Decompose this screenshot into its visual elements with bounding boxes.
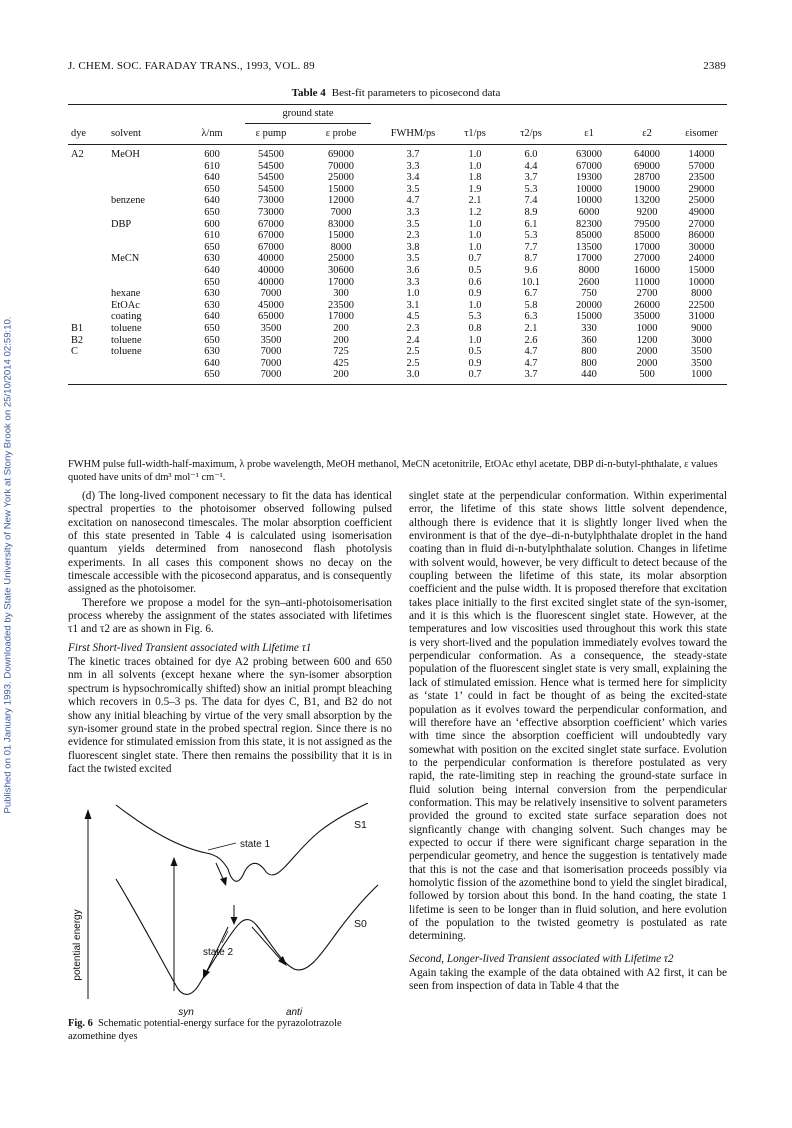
table-cell [68, 358, 108, 370]
table-cell: 27000 [688, 218, 715, 230]
table-cell: 3.6 [406, 264, 420, 276]
table-row [68, 346, 727, 358]
table-row [68, 288, 727, 300]
table-cell: 85000 [576, 230, 602, 242]
table-cell [68, 369, 108, 384]
table-cell: 12000 [328, 195, 354, 207]
table-cell: 4.4 [524, 160, 538, 172]
anti-label: anti [285, 1007, 303, 1018]
table-cell: 86000 [688, 230, 715, 242]
table-cell: 6.7 [524, 288, 538, 300]
table-cell: 3.4 [406, 172, 420, 184]
left-column [68, 490, 392, 776]
table-cell: 17000 [634, 241, 660, 253]
table-cell: 1.0 [468, 230, 482, 242]
table-cell: 79500 [634, 218, 660, 230]
table-cell: B2 [71, 334, 84, 346]
state2-label: state 2 [202, 947, 234, 958]
potential-energy-diagram [68, 803, 392, 1018]
table-cell: 3.5 [406, 218, 420, 230]
table-cell: 64000 [634, 149, 660, 160]
table-cell: 4.7 [406, 195, 420, 207]
col-header-eps1: ε1 [584, 128, 594, 139]
table-cell: toluene [111, 322, 142, 334]
table-cell: 25000 [328, 253, 354, 265]
table-cell: 65000 [258, 311, 284, 323]
table-cell: 1.9 [468, 183, 482, 195]
table-cell: 2700 [636, 288, 658, 300]
table-cell: 440 [560, 369, 618, 384]
table-cell: 2.1 [524, 322, 538, 334]
table-cell: 24000 [688, 253, 715, 265]
table-cell [108, 358, 186, 370]
table-row [68, 369, 727, 384]
table-cell: 1.8 [468, 172, 482, 184]
table-cell: 30600 [328, 264, 354, 276]
y-axis-arrowhead [85, 809, 92, 819]
table-cell: 425 [333, 357, 349, 369]
table-cell: 7000 [260, 288, 282, 300]
table-cell: 630 [204, 253, 220, 265]
table-cell: 40000 [258, 276, 284, 288]
table-cell: 82300 [576, 218, 602, 230]
table-row [68, 242, 727, 254]
table-cell: 3.7 [524, 172, 538, 184]
section-heading: Second, Longer-lived Transient associated with Lifetime τ2 [409, 952, 674, 965]
table-row [68, 277, 727, 289]
table-cell: C [71, 346, 78, 358]
table-cell: 67000 [258, 230, 284, 242]
col-header-eps2: ε2 [642, 128, 652, 139]
paragraph: singlet state at the perpendicular conformation. Within experimental error, the lifetime of this state shows little solvent dependence, although there is evidence that it is slightly longer lived when the environment is that of the dye–di-n-butylphthalate droplet in the hand coating than in fluid di-n-butylphthalate solution. Changes in lifetime with solvent would, however, be very difficult to detect because of the coupling between the lifetime of this state, its molar absorption coefficient and the pulse width. It is proposed therefore that excitation takes place initially to the first excited singlet state of the syn-isomer, and it is this which is the fluorescent singlet state. However, at the temperatures and low viscosities used throughout this work this state is very short-lived and the population immediately evolves toward the perpendicular conformation. As a consequence, the steady-state population of the fluorescent singlet state is very small, explaining the lack of stimulated emission. Hence what is termed here for simplicity as ‘state 1’ could in fact be thought of as being the excited-state population as it evolves toward the perpendicular conformation, and will therefore have an ‘effective absorption coefficient’ which varies with time since the absorption coefficient will undoubtedly vary somewhat with position on the excited singlet state surface. Evolution to the perpendicular conformation is therefore postulated as very rapid, the rate-limiting step in reaching the ground-state surface in fluid solution being internal conversion from the perpendicular conformation. This may be relatively insensitive to solvent parameters provided the ground to excited state surface separation does not signficantly change with changing solvent. Such changes may be expected to occur if there were significant charge separation in the perpendicular geometry, and hence the suggestion is tentatively made that this is not the case and that isomerisation proceeds possibly via homolytic fission of the azomethine bond to yield the singlet biradical, followed by torsion about this bond. In the hand coating, the state 1 lifetime is seen to be longer than in fluid solution, and here evolution of the population to the twisted geometry is postulated as rate determining. [409, 490, 727, 943]
table-cell: EtOAc [111, 299, 140, 311]
table-cell: 23500 [328, 299, 354, 311]
figure-label: Fig. 6 [68, 1018, 93, 1029]
table-cell: B1 [71, 322, 84, 334]
table-cell: 8.7 [524, 253, 538, 265]
table-cell: 2.6 [524, 334, 538, 346]
col-header-fwhm: FWHM/ps [390, 128, 436, 139]
table-cell: 17000 [328, 311, 354, 323]
col-header-solvent: solvent [111, 128, 142, 139]
table-cell: 15000 [688, 264, 715, 276]
table-cell: 54500 [258, 183, 284, 195]
table-cell: 0.7 [448, 369, 502, 384]
table-cell: 3500 [260, 322, 282, 334]
y-axis-label: potential energy [72, 909, 83, 981]
table-cell: 2.5 [406, 346, 420, 358]
excitation-arrowhead [171, 857, 178, 866]
table-cell: toluene [111, 334, 142, 346]
table-row [68, 300, 727, 312]
table-cell: 15000 [328, 230, 354, 242]
table-cell [68, 265, 108, 277]
s0-curve [116, 879, 378, 994]
table-cell: 640 [204, 311, 220, 323]
table-cell: 15000 [328, 183, 354, 195]
table-cell: 0.9 [468, 357, 482, 369]
table-cell: 10000 [576, 195, 602, 207]
table-cell: 54500 [258, 160, 284, 172]
table-cell: 1.0 [468, 334, 482, 346]
table-cell: 650 [204, 183, 220, 195]
table-cell: 85000 [634, 230, 660, 242]
table-row [68, 172, 727, 184]
s1-label: S1 [354, 819, 367, 831]
table-cell: 35000 [634, 311, 660, 323]
table-cell: 57000 [688, 160, 715, 172]
table-cell: 3500 [691, 346, 712, 358]
table-cell: 69000 [634, 160, 660, 172]
table-cell: 13500 [576, 241, 602, 253]
table-cell: 27000 [634, 253, 660, 265]
table-cell: 630 [204, 299, 220, 311]
table-cell: 83000 [328, 218, 354, 230]
table-cell: 5.3 [524, 183, 538, 195]
col-header-eps-pump: ε pump [255, 128, 287, 139]
table-cell [68, 242, 108, 254]
table-cell: 7.7 [524, 241, 538, 253]
table-cell: 17000 [576, 253, 602, 265]
table-cell: 11000 [634, 276, 660, 288]
table-cell: 2.5 [406, 357, 420, 369]
table-cell: 4.7 [524, 357, 538, 369]
table-cell: 2.3 [406, 322, 420, 334]
table-cell: 3.5 [406, 183, 420, 195]
table-row [68, 195, 727, 207]
table-cell: 40000 [258, 253, 284, 265]
table-cell: 10000 [688, 276, 715, 288]
running-header [68, 60, 726, 72]
table-cell [108, 230, 186, 242]
table-cell: 1.0 [468, 160, 482, 172]
right-column [409, 490, 727, 994]
table-cell [108, 265, 186, 277]
figure-caption [68, 1018, 392, 1043]
table-header-row [68, 124, 727, 145]
table-cell: 54500 [258, 149, 284, 160]
table-row [68, 265, 727, 277]
table-cell: 19300 [576, 172, 602, 184]
table-cell: DBP [111, 218, 132, 230]
table-cell: 610 [204, 230, 220, 242]
table-cell: 330 [581, 322, 597, 334]
table-row [68, 358, 727, 370]
table-cell: 1.0 [468, 299, 482, 311]
table-cell: 14000 [688, 149, 715, 160]
table-cell: 650 [204, 322, 220, 334]
table-cell [68, 277, 108, 289]
decay-arrowhead [231, 917, 238, 925]
to-anti-arrow [252, 927, 282, 961]
table-cell: 8000 [330, 241, 352, 253]
table-cell: 9200 [636, 206, 658, 218]
table-cell [68, 230, 108, 242]
col-header-dye: dye [71, 128, 87, 139]
table-row [68, 311, 727, 323]
table-cell: 3500 [691, 357, 712, 369]
table-cell: 29000 [688, 183, 715, 195]
table-cell: 6.1 [524, 218, 538, 230]
table-cell: 800 [581, 346, 597, 358]
table-cell: 640 [204, 264, 220, 276]
table-cell: 2.3 [406, 230, 420, 242]
table-cell: 300 [333, 288, 349, 300]
table-cell [68, 172, 108, 184]
table-cell: 6.3 [524, 311, 538, 323]
relaxation-arrowhead [220, 877, 227, 886]
table-cell: 70000 [328, 160, 354, 172]
table-cell: 5.3 [524, 230, 538, 242]
table-cell: 0.5 [468, 346, 482, 358]
download-watermark [1, 180, 15, 950]
table-cell: 9000 [691, 322, 712, 334]
table-cell: 3.7 [502, 369, 560, 384]
table-cell: 20000 [576, 299, 602, 311]
table-cell: 630 [204, 288, 220, 300]
table-cell [68, 195, 108, 207]
table-cell: 3.5 [406, 253, 420, 265]
table-cell: 500 [618, 369, 676, 384]
table-caption-text: Best-fit parameters to picosecond data [331, 87, 501, 99]
state1-pointer [208, 843, 236, 850]
table-cell: 0.9 [468, 288, 482, 300]
table-cell: 650 [204, 206, 220, 218]
table-cell: 1200 [636, 334, 658, 346]
table-cell: 3.3 [406, 276, 420, 288]
table-cell: 40000 [258, 264, 284, 276]
table-cell: 2000 [636, 357, 658, 369]
table-cell: 10000 [576, 183, 602, 195]
figure-caption-text: Schematic potential-energy surface for the pyrazolotrazole azomethine dyes [68, 1018, 342, 1042]
table-cell: 3.0 [378, 369, 448, 384]
table-cell: 7000 [330, 206, 352, 218]
table-cell: 5.8 [524, 299, 538, 311]
table-cell: 67000 [258, 218, 284, 230]
table-row [68, 145, 727, 161]
table-cell: 7000 [260, 346, 282, 358]
table-cell: 22500 [688, 299, 715, 311]
table-cell: 7.4 [524, 195, 538, 207]
col-header-eps-probe: ε probe [325, 128, 357, 139]
s0-label: S0 [354, 918, 367, 930]
table-cell: 1.0 [468, 241, 482, 253]
table-cell: toluene [111, 346, 142, 358]
table-cell: 1.0 [468, 149, 482, 160]
table-cell: coating [111, 311, 142, 323]
table-cell [68, 311, 108, 323]
table-cell: 15000 [576, 311, 602, 323]
section-heading: First Short-lived Transient associated with Lifetime τ1 [68, 641, 312, 654]
table-cell: 26000 [634, 299, 660, 311]
table-cell: 640 [204, 172, 220, 184]
table-cell: A2 [71, 149, 84, 160]
table-cell: 2.4 [406, 334, 420, 346]
table-caption [0, 87, 792, 99]
table-cell: 600 [204, 218, 220, 230]
table-cell: 3.3 [406, 160, 420, 172]
table-cell: 650 [204, 241, 220, 253]
table-cell [68, 300, 108, 312]
paragraph: Again taking the example of the data obtained with A2 first, it can be seen from inspection of data in Table 4 that the [409, 967, 727, 993]
table-cell: 640 [204, 195, 220, 207]
table-cell [108, 369, 186, 384]
syn-label: syn [178, 1007, 194, 1018]
table-cell: 2600 [578, 276, 600, 288]
table-cell [108, 277, 186, 289]
table-cell: 200 [333, 334, 349, 346]
table-cell: 19000 [634, 183, 660, 195]
table-cell: 1.0 [406, 288, 420, 300]
table-cell: 630 [204, 346, 220, 358]
table-cell: 4.7 [524, 346, 538, 358]
results-table [68, 104, 727, 385]
table-cell [68, 161, 108, 173]
table-row [68, 184, 727, 196]
table-cell: 10.1 [521, 276, 541, 288]
table-cell: 45000 [258, 299, 284, 311]
ground-state-group-header: ground state [245, 105, 371, 124]
table-cell [108, 207, 186, 219]
table-cell: 640 [204, 357, 220, 369]
table-cell: 3.7 [406, 149, 420, 160]
table-cell: 63000 [576, 149, 602, 160]
table-cell: 8.9 [524, 206, 538, 218]
table-cell: 49000 [688, 206, 715, 218]
table-cell: 5.3 [468, 311, 482, 323]
table-cell: 7000 [260, 357, 282, 369]
table-cell: 67000 [258, 241, 284, 253]
table-cell: 650 [204, 334, 220, 346]
table-cell: 1000 [636, 322, 658, 334]
table-cell [108, 242, 186, 254]
table-cell: 200 [333, 322, 349, 334]
col-header-wavelength: λ/nm [201, 128, 223, 139]
page-number: 2389 [703, 60, 726, 72]
table-cell: 0.6 [468, 276, 482, 288]
table-cell: 3.8 [406, 241, 420, 253]
table-cell: 3.1 [406, 299, 420, 311]
table-cell: 25000 [328, 172, 354, 184]
table-cell: 610 [204, 160, 220, 172]
table-row [68, 207, 727, 219]
table-cell: 7000 [238, 369, 304, 384]
col-header-tau1: τ1/ps [464, 128, 486, 139]
table-cell: 2000 [636, 346, 658, 358]
table-cell: 0.7 [468, 253, 482, 265]
table-cell: 360 [581, 334, 597, 346]
table-cell [108, 172, 186, 184]
table-cell: 67000 [576, 160, 602, 172]
table-cell: 600 [204, 149, 220, 160]
state1-label: state 1 [240, 839, 271, 850]
table-cell: 54500 [258, 172, 284, 184]
table-cell: 3.3 [406, 206, 420, 218]
table-cell: 8000 [691, 288, 712, 300]
table-cell: 1.0 [468, 218, 482, 230]
table-cell: 17000 [328, 276, 354, 288]
table-cell: 9.6 [524, 264, 538, 276]
table-cell: 23500 [688, 172, 715, 184]
table-row [68, 253, 727, 265]
table-footnote: FWHM pulse full-width-half-maximum, λ probe wavelength, MeOH methanol, MeCN acetonitrile, EtOAc ethyl acetate, DBP di-n-butyl-phthalate, ε values quoted have units of dm³ mol⁻¹ cm⁻¹. [68, 459, 718, 483]
table-cell: 650 [204, 276, 220, 288]
table-cell: 25000 [688, 195, 715, 207]
table-cell: 69000 [328, 149, 354, 160]
table-cell: hexane [111, 288, 141, 300]
table-cell: 725 [333, 346, 349, 358]
table-row [68, 219, 727, 231]
table-cell: 3000 [691, 334, 712, 346]
table-cell: 3500 [260, 334, 282, 346]
table-cell: 200 [304, 369, 378, 384]
table-cell [108, 161, 186, 173]
table-cell: 2.1 [468, 195, 482, 207]
table-cell: 650 [186, 369, 238, 384]
table-cell: 6.0 [524, 149, 538, 160]
table-cell: 28700 [634, 172, 660, 184]
table-cell [68, 219, 108, 231]
paragraph: (d) The long-lived component necessary to fit the data has identical spectral properties to the photoisomer observed following pulsed excitation on nanosecond timescales. The molar absorption coefficient of this state presented in Table 4 is calculated using isomerisation quantum yields determined from nanosecond flash photolysis experiments. In all cases this component shows no decay on the timescale accessible with the picosecond apparatus, and is consequently assigned as the photoisomer. [68, 490, 392, 596]
table-cell [108, 184, 186, 196]
table-cell: 30000 [688, 241, 715, 253]
table-row [68, 335, 727, 347]
paragraph: The kinetic traces obtained for dye A2 probing between 600 and 650 nm in all solvents (except hexane where the syn-isomer absorption spectrum is hypsochromically shifted) show an initial prompt bleaching which recovers in 0.5–3 ps. The data for dyes C, B1, and B2 do not show any initial bleaching by virtue of the very small absorption by the syn-isomer ground state in the probed spectral region. Since there is no evidence for stimulated emission from this state, it is not assigned as the fluorescent singlet state. There then remains the possibility that it is in fact the twisted excited [68, 656, 392, 775]
table-cell: 31000 [688, 311, 715, 323]
table-cell: 0.5 [468, 264, 482, 276]
table-cell: 750 [581, 288, 597, 300]
table-cell: 0.8 [468, 322, 482, 334]
table-cell: 1000 [676, 369, 727, 384]
col-header-tau2: τ2/ps [520, 128, 542, 139]
table-row [68, 323, 727, 335]
table-cell: 13200 [634, 195, 660, 207]
table-cell: benzene [111, 195, 146, 207]
table-cell [68, 207, 108, 219]
table-cell [68, 253, 108, 265]
download-watermark-text: Published on 01 January 1993. Downloaded by State University of New York at Stony Brook on 25/10/2014 02:59:10. [2, 316, 14, 814]
table-cell: 73000 [258, 206, 284, 218]
table-cell: MeCN [111, 253, 140, 265]
table-label: Table 4 [291, 87, 326, 99]
journal-citation: J. CHEM. SOC. FARADAY TRANS., 1993, VOL. 89 [68, 60, 315, 72]
table-cell [68, 184, 108, 196]
paragraph: Therefore we propose a model for the syn–anti-photoisomerisation process whereby the assignment of the states associated with lifetimes τ1 and τ2 are as shown in Fig. 6. [68, 596, 392, 636]
table-cell [68, 288, 108, 300]
table-row [68, 230, 727, 242]
table-cell: 8000 [578, 264, 600, 276]
col-header-eps-isomer: εisomer [685, 128, 718, 139]
table-cell: 800 [581, 357, 597, 369]
table-cell: 6000 [578, 206, 600, 218]
to-syn-arrowhead [203, 969, 210, 979]
table-cell: 16000 [634, 264, 660, 276]
table-row [68, 161, 727, 173]
table-cell: 73000 [258, 195, 284, 207]
table-cell: 1.2 [468, 206, 482, 218]
table-cell: MeOH [111, 149, 140, 160]
table-cell: 4.5 [406, 311, 420, 323]
